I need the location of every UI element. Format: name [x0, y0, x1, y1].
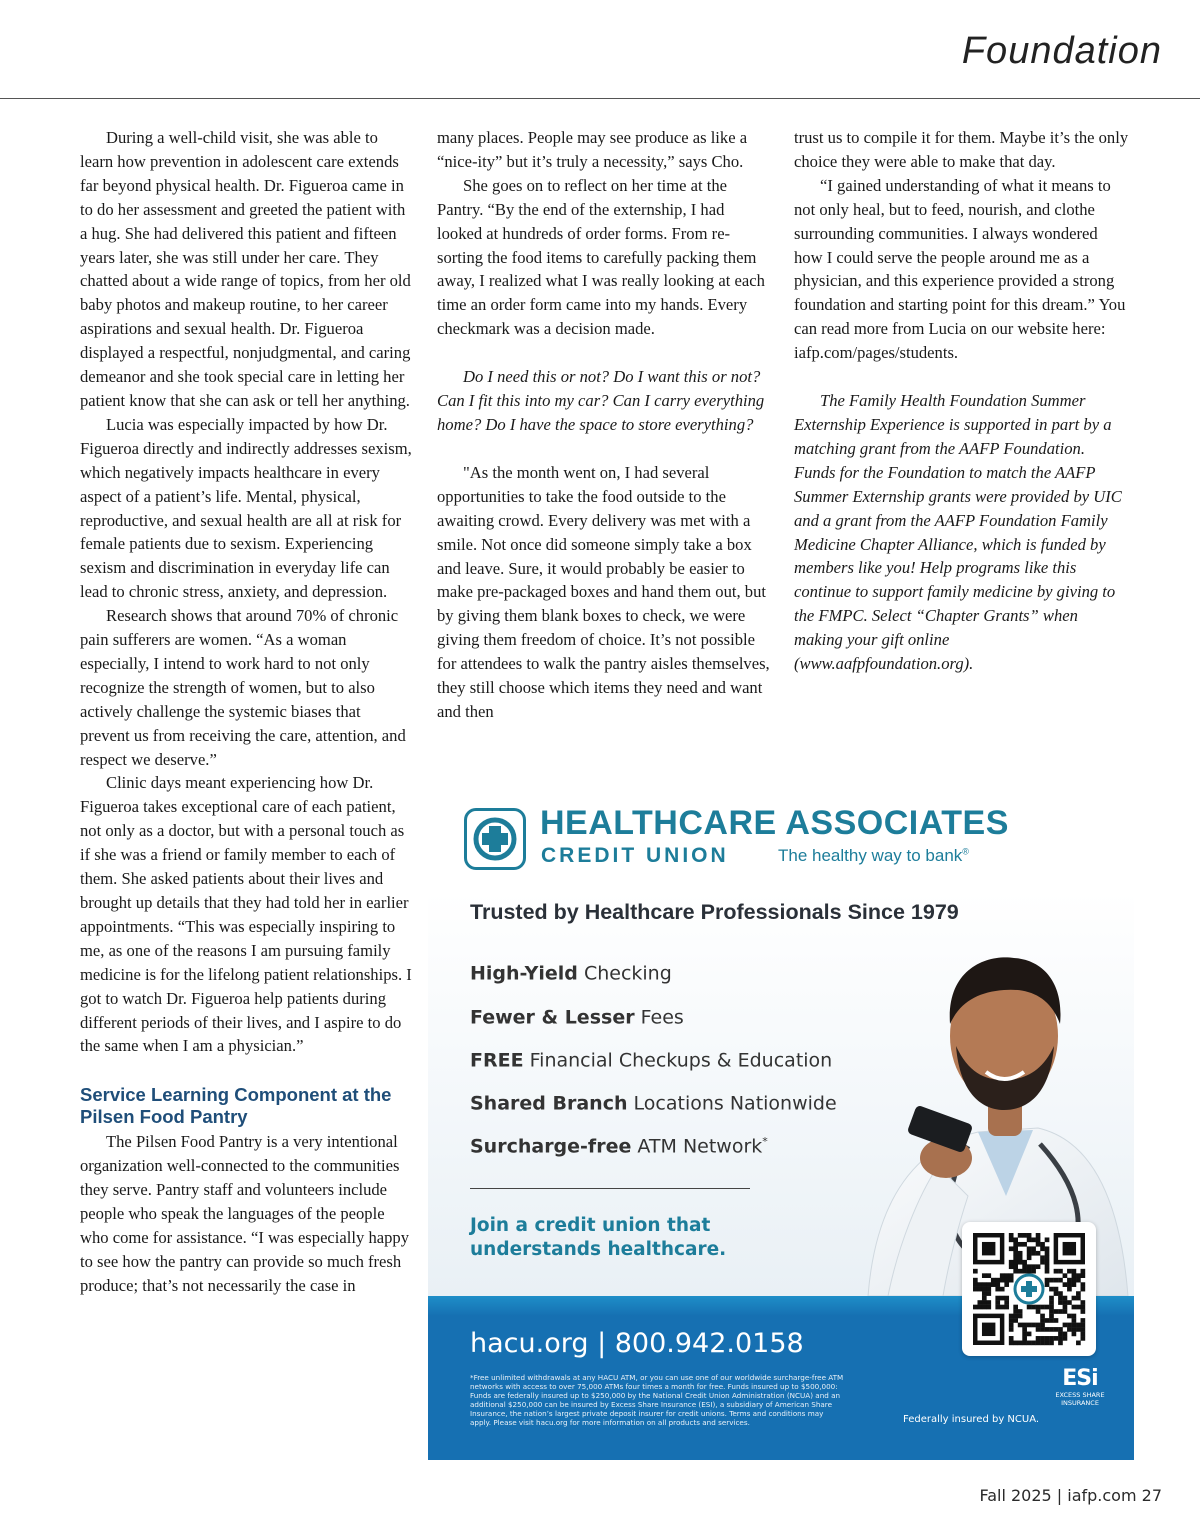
article-column-3 — [794, 126, 1129, 676]
header-divider — [0, 98, 1200, 99]
feature-item: Fewer & Lesser Fees — [470, 1006, 684, 1029]
esi-logo — [1048, 1366, 1112, 1407]
credit-union-logo-icon — [464, 808, 526, 870]
brand-subtitle: CREDIT UNION — [541, 844, 729, 867]
paragraph: "As the month went on, I had several opportunities to take the food outside to the awaiting crowd. Every delivery was met with a smile. Not once did someone simply take a box and leave. Sure, it would probably be easier to make pre-packaged boxes and hand them out, but by giving them blank boxes to check, we were giving them freedom of choice. It’s not possible for attendees to walk the pantry aisles themselves, they still choose which items they need and want and then — [437, 462, 770, 721]
esi-label: INSURANCE — [1061, 1399, 1099, 1407]
page-footer: Fall 2025 | iafp.com 27 — [979, 1486, 1162, 1505]
qr-code[interactable] — [962, 1222, 1096, 1356]
ncua-notice: Federally insured by NCUA. — [903, 1414, 1040, 1425]
brand-tagline: The healthy way to bank® — [778, 846, 969, 865]
ad-headline: Trusted by Healthcare Professionals Since 1979 — [470, 900, 959, 924]
paragraph: The Pilsen Food Pantry is a very intentional organization well-connected to the communities they serve. Pantry staff and volunteers include people who speak the languages of the people who come for assistance. “I was especially happy to see how the pantry can provide so much fresh produce; that’s not necessarily the case in — [80, 1132, 409, 1295]
paragraph: During a well-child visit, she was able to learn how prevention in adolescent care extends far beyond physical health. Dr. Figueroa came in to do her assessment and greeted the patient with a hug. She had delivered this patient and fifteen years later, she was still under her care. They chatted about a wide range of topics, from her old baby photos and makeup routine, to her career aspirations and sexual health. Dr. Figueroa displayed a respectful, nonjudgmental, and caring demeanor and she took special care in letting her patient know that she can ask or tell her anything. — [80, 128, 411, 410]
feature-item: Shared Branch Locations Nationwide — [470, 1092, 837, 1115]
credit-union-advertisement[interactable] — [428, 778, 1134, 1460]
paragraph: many places. People may see produce as like a “nice-ity” but it’s truly a necessity,” says Cho. — [437, 128, 748, 171]
feature-item: High-Yield Checking — [470, 962, 672, 985]
paragraph: Lucia was especially impacted by how Dr. Figueroa directly and indirectly addresses sexism, which negatively impacts healthcare in every aspect of a patient’s life. Mental, physical, reproductive, and sexual health are all at risk for female patients due to sexism. Experiencing sexism and discrimination in everyday life can lead to chronic stress, anxiety, and depression. — [80, 414, 412, 602]
brand-name: HEALTHCARE ASSOCIATES — [540, 804, 1009, 842]
paragraph: “I gained understanding of what it means to not only heal, but to feed, nourish, and clothe surrounding communities. I always wondered how I could serve the people around me as a physician, and this experience provided a strong foundation and starting point for this dream.” You can read more from Lucia on our website here: iafp.com/pages/students. — [794, 175, 1126, 363]
paragraph: trust us to compile it for them. Maybe it’s the only choice they were able to make that day. — [794, 128, 1129, 171]
funding-note: The Family Health Foundation Summer Externship Experience is supported in part by a matching grant from the AAFP Foundation. Funds for the Foundation to match the AAFP Summer Externship grants were provided by UIC and a grant from the AAFP Foundation Family Medicine Chapter Alliance, which is funded by members like you! Help programs like this continue to support family medicine by giving to the FMPC. Select “Chapter Grants” when making your gift online (www.aafpfoundation.org). — [794, 391, 1122, 674]
feature-item: FREE Financial Checkups & Education — [470, 1049, 833, 1072]
ad-divider — [470, 1188, 750, 1189]
esi-mark: ESi — [1062, 1366, 1098, 1391]
esi-label: EXCESS SHARE — [1055, 1391, 1105, 1399]
disclaimer-fine-print: *Free unlimited withdrawals at any HACU ATM, or you can use one of our worldwide surcharge-free ATM networks with access to over 75,000 ATMs four times a month for free. Funds insured up to $500,000: Funds are federally insured up to $250,000 by the National Credit Union Administration (NCUA) and an additional $250,000 can be insured by Excess Share Insurance (ESI), a subsidiary of American Share Insurance, the nation’s largest private deposit insurer for credit unions. Terms and conditions may apply. Please visit hacu.org for more information on all products and services. — [470, 1373, 844, 1427]
paragraph: She goes on to reflect on her time at the Pantry. “By the end of the externship, I had looked at hundreds of order forms. From re-sorting the food items to carefully packing them away, I realized what I was really looking at each time an order form came into my hands. Every checkmark was a decision made. — [437, 175, 765, 339]
article-column-1 — [80, 126, 414, 1298]
feature-item: Surcharge-free ATM Network* — [470, 1135, 768, 1158]
article-column-2 — [437, 126, 773, 724]
ad-call-to-action: Join a credit union that understands healthcare. — [470, 1215, 727, 1260]
contact-info[interactable]: hacu.org | 800.942.0158 — [470, 1328, 804, 1359]
section-title: Foundation — [961, 30, 1162, 72]
paragraph: Clinic days meant experiencing how Dr. Figueroa takes exceptional care of each patient, not only as a doctor, but with a personal touch as if she was a friend or family member to each of them. She asked patients about their lives and brought up details that they had told her in earlier appointments. “This was especially inspiring to me, as one of the reasons I am pursuing family medicine is for the lifelong patient relationships. I got to watch Dr. Figueroa help patients during different periods of their lives, and I aspire to do the same when I am a physician.” — [80, 773, 412, 1056]
italic-quote: Do I need this or not? Do I want this or not? Can I fit this into my car? Can I carry everything home? Do I have the space to store everything? — [437, 367, 765, 434]
paragraph: Research shows that around 70% of chronic pain sufferers are women. “As a woman especially, I intend to work hard to not only recognize the strength of women, but to also actively challenge the systemic biases that prevent us from receiving the care, attention, and respect we deserve.” — [80, 606, 406, 769]
section-subheading: Service Learning Component at the Pilsen Food Pantry — [80, 1084, 392, 1128]
